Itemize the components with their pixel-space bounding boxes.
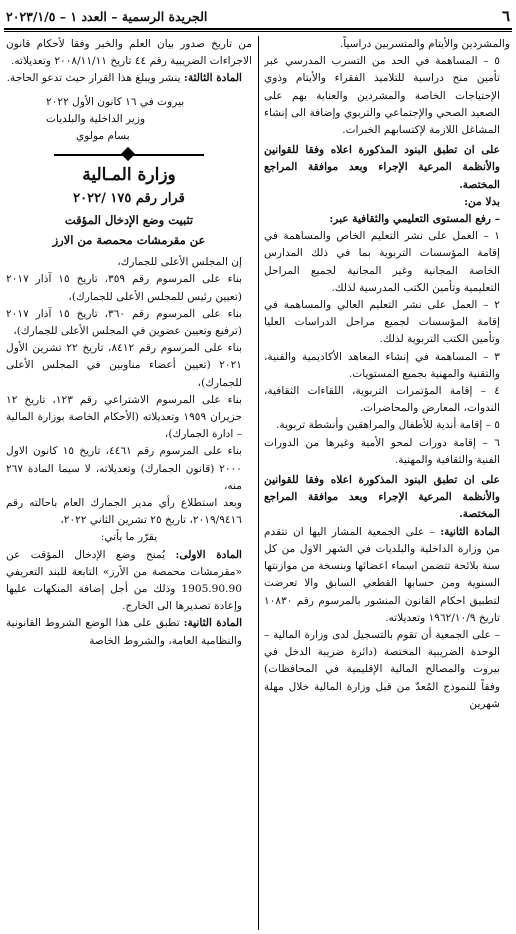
article-label: المادة الثانية: — [183, 617, 243, 630]
paragraph: بناء على المرسوم رقم ٨٤١٢، تاريخ ٢٢ تشرين الأول ٢٠٢١ (تعيين أعضاء مناوبين في المجلس الأعلى للجمارك)، — [6, 342, 243, 389]
list-item: ٥ – إقامة أندية للأطفال والمراهقين وأنشطة تربوية. — [276, 419, 500, 432]
paragraph: بناء على المرسوم رقم ٣٦٠، تاريخ ١٥ آذار ٢٠١٧ (ترفيع وتعيين عضوين في المجلس الأعلى للجمارك)، — [6, 307, 242, 338]
page-header — [6, 6, 510, 26]
decides-line: يقرّر ما يأتي: — [100, 531, 158, 544]
minister-name: بسام مولوي — [76, 130, 130, 143]
left-column — [6, 36, 252, 928]
paragraph: بناء على المرسوم الاشتراعي رقم ١٢٣، تاريخ ١٢ حزيران ١٩٥٩ وتعديلاته (الأحكام الخاصة بوزارة المالية – ادارة الجمارك)، — [6, 393, 242, 441]
ministry-title: وزارة المـالية — [82, 165, 176, 186]
minister-title: وزير الداخلية والبلديات — [46, 112, 146, 125]
article-label: المادة الثانية: — [440, 525, 500, 538]
paragraph: إن المجلس الأعلى للجمارك، — [117, 256, 242, 269]
page-number: ٦ — [501, 7, 510, 25]
article-label: المادة الاولى: — [175, 548, 242, 561]
instead-of-label: بدلا من: — [464, 195, 500, 208]
article-text: تطبق على هذا الوضع الشروط القانونية والنظامية العامة، والشروط الخاصة — [6, 617, 242, 647]
right-column — [264, 36, 510, 928]
column-divider — [258, 36, 259, 930]
gazette-title: الجريدة الرسمية – العدد ١ – ٢٠٢٣/١/٥ — [6, 8, 208, 24]
list-item: ٦ – إقامة دورات لمحو الأمية وغيرها من الدورات الفنية والثقافية والمهنية. — [264, 436, 500, 466]
list-item: ٣ – المساهمة في إنشاء المعاهد الأكاديمية والفنية، والتقنية والمهنية بجميع المستويات. — [264, 350, 500, 380]
header-rule-thin — [4, 31, 512, 32]
place-date: بيروت في ١٦ كانون الأول ٢٠٢٢ — [46, 95, 185, 108]
paragraph: بناء على المرسوم رقم ٤٤٦١، تاريخ ١٥ كانون الاول ٢٠٠٠ (قانون الجمارك) وتعديلاته، لا سيما المادة ٢٦٧ منه، — [6, 445, 243, 492]
article-text: – على الجمعية المشار اليها ان تتقدم من وزارة الداخلية والبلديات في الشهر الاول من كل سنة بلائحة تتضمن اسماء اعضائها وبنسخة من موازنتها السنوية ومن حسابها القطعي السابق والا تعرضت لتطبيق احكام القانون المنشور بالمرسوم رقم ١٠٨٣٠ تاريخ ١٩٦٢/١٠/٩ وتعديلاته. — [264, 525, 500, 624]
article-paragraph — [6, 70, 252, 87]
article-text: يُمنح وضع الإدخال المؤقت عن «مقرمشات محمصة من الأرز» التابعة للبند التعريفي 1905.90.90 وذلك من أجل إضافة المنكهات عليها وإعادة تصديرها الى الخارج. — [6, 548, 242, 613]
list-item: ٤ – إقامة المؤتمرات التربوية، اللقاءات الثقافية، الندوات، المعارض والمحاضرات. — [264, 385, 500, 415]
list-item: ٢ – العمل على نشر التعليم العالي والمساهمة في إقامة المؤسسات لجميع مراحل الدراسات العليا وتأمين الكتب التربوية لذلك. — [264, 299, 500, 346]
decree-subject: عن مقرمشات محمصة من الارز — [52, 233, 206, 248]
article-text: ينشر ويبلغ هذا القرار حيث تدعو الحاجة. — [6, 72, 181, 85]
decree-subject: تثبيت وضع الإدخال المؤقت — [64, 213, 194, 228]
paragraph: ٥ – المساهمة في الحد من التسرب المدرسي عبر تأمين منح دراسية للتلاميذ الفقراء والأيتام وذوي الإحتياجات الخاصة والمشردين والعناية بهم على الصعيد الصحي والإجتماعي والتربوي وإضافة الى إنشاء المشاغل اللازمة لإكتسابهم الخبرات. — [264, 55, 500, 137]
paragraph: بناء على المرسوم رقم ٣٥٩، تاريخ ١٥ آذار ٢٠١٧ (تعيين رئيس للمجلس الأعلى للجمارك)، — [6, 273, 242, 303]
paragraph: وبعد استطلاع رأي مدير الجمارك العام باحالته رقم ٢٠١٩/٩٤١٦، تاريخ ٢٥ تشرين الثاني ٢٠٢٢، — [6, 497, 242, 527]
decree-number: قرار رقم ١٧٥ /٢٠٢٢ — [73, 191, 185, 207]
article-paragraph — [6, 615, 252, 649]
condition-paragraph: على ان تطبق البنود المذكورة اعلاه وفقا للقوانين والأنظمة المرعية الإجراء وبعد موافقة المراجع المختصة. — [264, 144, 500, 191]
condition-paragraph: على ان تطبق البنود المذكورة اعلاه وفقا للقوانين والأنظمة المرعية الإجراء وبعد موافقة المراجع المختصة. — [264, 474, 500, 521]
paragraph: والمشردين والأيتام والمتسربين دراسياً. — [339, 38, 510, 50]
article-paragraph — [264, 524, 510, 627]
paragraph: – على الجمعية أن تقوم بالتسجيل لدى وزارة المالية – الوحدة الضريبية المختصة (دائرة ضريبة الدخل في بيروت والمصالح المالية الإقليمية في المحافظات) وفقاً للنموذج المُعدّ من قبل وزارة المالية خلال مهلة شهرين — [264, 628, 500, 710]
article-label: المادة الثالثة: — [183, 72, 242, 85]
header-rule — [4, 28, 512, 30]
paragraph: من تاريخ صدور بيان العلم والخبر وفقا لأحكام قانون الاجراءات الضريبية رقم ٤٤ تاريخ ٢٠٠٨/١١/١١ وتعديلاته. — [6, 38, 252, 68]
subheading: – رفع المستوى التعليمي والثقافية عبر: — [329, 213, 500, 226]
list-item: ١ – العمل على نشر التعليم الخاص والمساهمة في إقامة المؤسسات التربوية بما في ذلك المدارس الخاصة المجانية وغير المجانية لجميع المراحل التعليمية وتأمين الكتب المدرسية لذلك. — [264, 230, 500, 294]
article-paragraph — [6, 547, 252, 616]
section-separator — [54, 151, 204, 159]
